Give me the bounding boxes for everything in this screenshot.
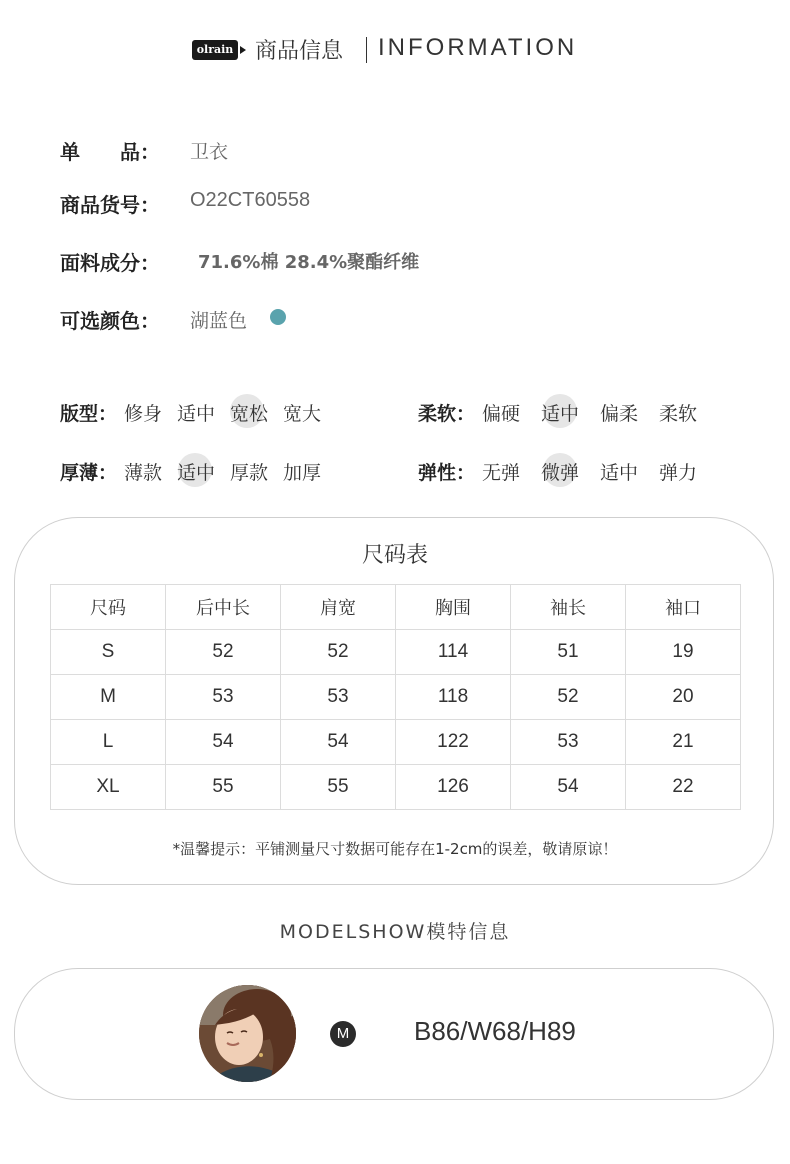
fabric-value: 71.6%棉 28.4%聚酯纤维: [198, 252, 420, 273]
table-cell: 20: [626, 675, 741, 720]
fit-option: 宽松: [230, 403, 269, 425]
table-header-cell: 袖长: [511, 585, 626, 630]
table-cell: L: [51, 720, 166, 765]
elasticity-option: 弹力: [659, 462, 698, 484]
softness-option: 柔软: [659, 403, 698, 425]
table-row: [51, 630, 741, 675]
table-cell: 51: [511, 630, 626, 675]
table-cell: 55: [281, 765, 396, 810]
table-cell: 114: [396, 630, 511, 675]
table-cell: 53: [511, 720, 626, 765]
elasticity-label: 弹性：: [418, 462, 476, 484]
color-swatch[interactable]: [270, 309, 286, 325]
measurement-note: *温馨提示：平铺测量尺寸数据可能存在1-2cm的误差，敬请原谅！: [172, 840, 618, 858]
table-cell: 55: [166, 765, 281, 810]
thickness-option: 薄款: [124, 462, 163, 484]
table-cell: 126: [396, 765, 511, 810]
table-cell: 52: [166, 630, 281, 675]
fit-label: 版型：: [60, 403, 118, 425]
table-cell: 54: [511, 765, 626, 810]
color-value: 湖蓝色: [190, 310, 248, 332]
softness-label: 柔软：: [418, 403, 476, 425]
model-size-badge: M: [330, 1021, 356, 1047]
table-header-cell: 胸围: [396, 585, 511, 630]
thickness-option: 适中: [177, 462, 216, 484]
table-cell: 54: [166, 720, 281, 765]
fit-option: 修身: [124, 403, 163, 425]
table-row: [51, 765, 741, 810]
elasticity-option: 无弹: [482, 462, 521, 484]
play-arrow-icon: [240, 46, 246, 54]
header-divider: [366, 37, 367, 63]
table-cell: 122: [396, 720, 511, 765]
table-header-cell: 肩宽: [281, 585, 396, 630]
table-cell: 52: [511, 675, 626, 720]
size-chart-title: 尺码表: [361, 543, 428, 568]
model-info-panel: [14, 968, 774, 1100]
table-cell: 21: [626, 720, 741, 765]
elasticity-option: 微弹: [541, 462, 580, 484]
header-title-cn: 商品信息: [255, 39, 344, 64]
thickness-label: 厚薄：: [60, 462, 118, 484]
thickness-option: 加厚: [283, 462, 322, 484]
table-header-cell: 尺码: [51, 585, 166, 630]
table-cell: 118: [396, 675, 511, 720]
fabric-label: 面料成分：: [60, 251, 160, 275]
table-cell: S: [51, 630, 166, 675]
table-cell: 53: [166, 675, 281, 720]
table-cell: XL: [51, 765, 166, 810]
header-title-en: INFORMATION: [378, 34, 578, 61]
model-avatar: [199, 985, 296, 1082]
softness-option: 偏硬: [482, 403, 521, 425]
item-value: 卫衣: [190, 141, 229, 163]
table-header-row: [51, 585, 741, 630]
table-header-cell: 后中长: [166, 585, 281, 630]
color-label: 可选颜色：: [60, 309, 160, 333]
table-header-cell: 袖口: [626, 585, 741, 630]
model-portrait-icon: [199, 985, 296, 1082]
item-label: 单 品：: [60, 140, 160, 164]
table-row: [51, 675, 741, 720]
table-row: [51, 720, 741, 765]
table-cell: 22: [626, 765, 741, 810]
table-cell: 54: [281, 720, 396, 765]
thickness-option: 厚款: [230, 462, 269, 484]
table-cell: 53: [281, 675, 396, 720]
elasticity-option: 适中: [600, 462, 639, 484]
size-table: [50, 584, 741, 810]
table-cell: 52: [281, 630, 396, 675]
model-measurements: B86/W68/H89: [414, 1016, 576, 1046]
table-cell: M: [51, 675, 166, 720]
fit-option: 宽大: [283, 403, 322, 425]
brand-logo: olrain: [192, 40, 238, 60]
softness-option: 适中: [541, 403, 580, 425]
fit-option: 适中: [177, 403, 216, 425]
model-section-title: MODELSHOW模特信息: [279, 921, 511, 943]
sku-value: O22CT60558: [190, 189, 311, 211]
section-header: [0, 32, 790, 68]
table-cell: 19: [626, 630, 741, 675]
softness-option: 偏柔: [600, 403, 639, 425]
sku-label: 商品货号：: [60, 193, 160, 217]
